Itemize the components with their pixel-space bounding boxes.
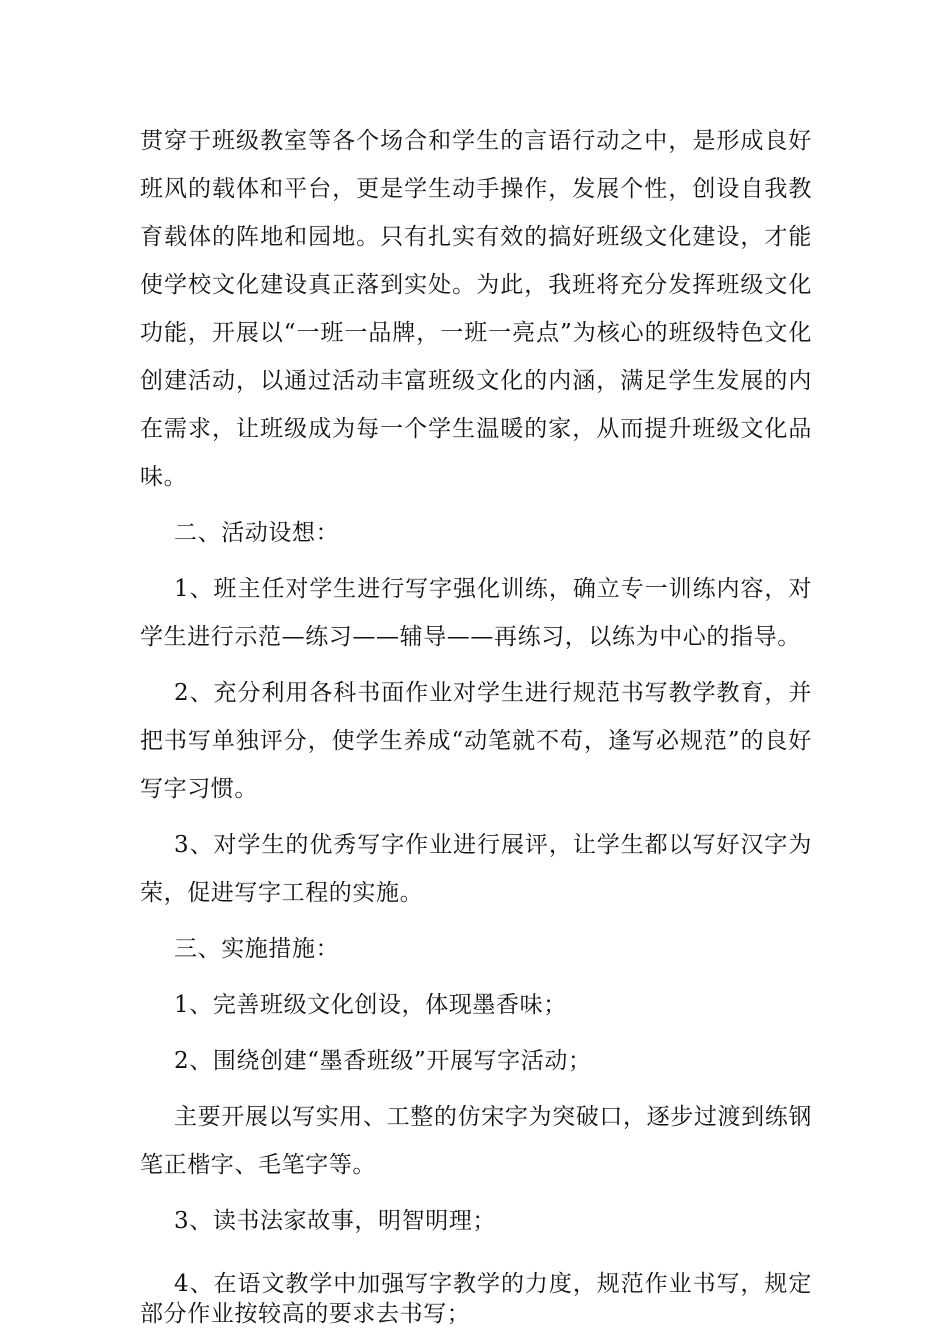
paragraph-measure-1: 1、完善班级文化创设，体现墨香味； [174, 992, 567, 1018]
heading-measures: 三、实施措施： [174, 936, 340, 962]
paragraph-measure-2-detail: 主要开展以写实用、工整的仿宋字为突破口，逐步过渡到练钢笔正楷字、毛笔字等。 [140, 1104, 812, 1178]
paragraph-idea-2: 2、充分利用各科书面作业对学生进行规范书写教学教育，并把书写单独评分，使学生养成“动笔就不苟，逢写必规范”的良好写字习惯。 [140, 680, 812, 802]
paragraph-measure-4: 4、在语文教学中加强写字教学的力度，规范作业书写，规定部分作业按较高的要求去书写； [140, 1271, 812, 1327]
paragraph-idea-3: 3、对学生的优秀写字作业进行展评，让学生都以写好汉字为荣，促进写字工程的实施。 [140, 832, 812, 906]
paragraph-intro: 贯穿于班级教室等各个场合和学生的言语行动之中，是形成良好班风的载体和平台，更是学生动手操作，发展个性，创设自我教育载体的阵地和园地。只有扎实有效的搞好班级文化建设，才能使学校文化建设真正落到实处。为此，我班将充分发挥班级文化功能，开展以“一班一品牌，一班一亮点”为核心的班级特色文化创建活动，以通过活动丰富班级文化的内涵，满足学生发展的内在需求，让班级成为每一个学生温暖的家，从而提升班级文化品味。 [140, 128, 812, 490]
paragraph-measure-3: 3、读书法家故事，明智明理； [174, 1208, 497, 1234]
paragraph-idea-1: 1、班主任对学生进行写字强化训练，确立专一训练内容，对学生进行示范—练习——辅导——再练习，以练为中心的指导。 [140, 576, 812, 650]
paragraph-measure-2: 2、围绕创建“墨香班级”开展写字活动； [174, 1048, 592, 1074]
document-body [140, 117, 812, 1337]
heading-activity-ideas: 二、活动设想： [174, 520, 340, 546]
